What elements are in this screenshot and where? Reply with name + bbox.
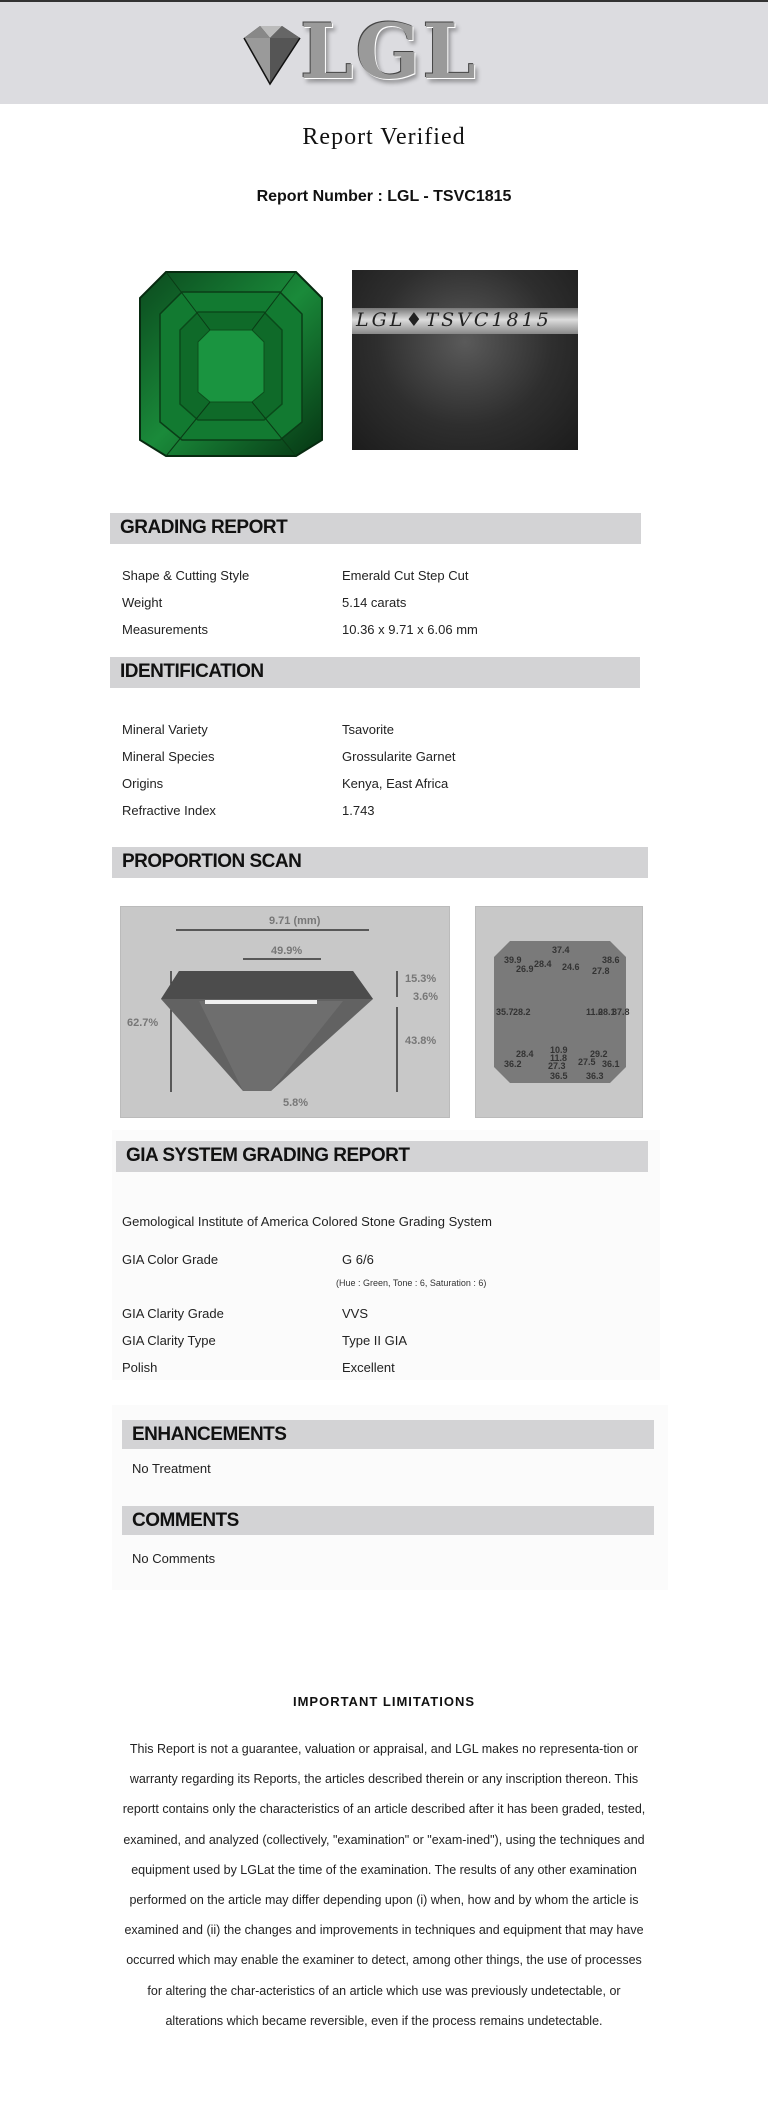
measurements-label: Measurements bbox=[122, 622, 208, 637]
gia-color-note: (Hue : Green, Tone : 6, Saturation : 6) bbox=[336, 1278, 487, 1288]
enhancements-value: No Treatment bbox=[132, 1461, 211, 1476]
gia-color-label: GIA Color Grade bbox=[122, 1252, 219, 1267]
mineral-species-value: Grossularite Garnet bbox=[342, 749, 456, 764]
profile-culet: 5.8% bbox=[283, 1097, 309, 1109]
report-number: Report Number : LGL - TSVC1815 bbox=[256, 188, 512, 205]
gia-clarity-type-value: Type II GIA bbox=[342, 1333, 408, 1348]
weight-value: 5.14 carats bbox=[342, 595, 407, 610]
page-title: Report Verified bbox=[302, 124, 466, 150]
shape-value: Emerald Cut Step Cut bbox=[342, 568, 469, 583]
comments-value: No Comments bbox=[132, 1551, 216, 1566]
mineral-variety-label: Mineral Variety bbox=[122, 722, 208, 737]
enhancements-header: ENHANCEMENTS bbox=[122, 1420, 654, 1449]
refractive-index-label: Refractive Index bbox=[122, 803, 216, 818]
inscription-text: LGL♦TSVC1815 bbox=[356, 309, 552, 331]
profile-table: 49.9% bbox=[271, 945, 303, 957]
limitations-heading: IMPORTANT LIMITATIONS bbox=[292, 1694, 476, 1709]
refractive-index-value: 1.743 bbox=[342, 803, 375, 818]
profile-width: 9.71 (mm) bbox=[269, 915, 321, 927]
gia-clarity-type-label: GIA Clarity Type bbox=[122, 1333, 216, 1348]
polish-value: Excellent bbox=[342, 1360, 395, 1375]
logo-text: LGL bbox=[300, 7, 478, 96]
gemstone-photo bbox=[136, 268, 326, 458]
polish-label: Polish bbox=[122, 1360, 158, 1375]
weight-label: Weight bbox=[122, 595, 163, 610]
shape-label: Shape & Cutting Style bbox=[122, 568, 250, 583]
proportion-scan-header: PROPORTION SCAN bbox=[112, 847, 648, 878]
mineral-species-label: Mineral Species bbox=[122, 749, 215, 764]
origins-value: Kenya, East Africa bbox=[342, 776, 449, 791]
measurements-value: 10.36 x 9.71 x 6.06 mm bbox=[342, 622, 478, 637]
identification-header: IDENTIFICATION bbox=[110, 657, 640, 688]
diamond-logo-icon bbox=[234, 24, 304, 88]
top-view-diagram: 39.9 26.9 28.4 37.4 24.6 38.6 27.8 35.7 28.2 11.0 28.1 37.8 28.4 10.9 11.8 27.3 29.2 27.5 36.2 36.5 36.3 36.1 bbox=[475, 906, 643, 1118]
gia-color-value: G 6/6 bbox=[342, 1252, 374, 1267]
lgl-logo bbox=[232, 7, 492, 96]
gia-clarity-grade-label: GIA Clarity Grade bbox=[122, 1306, 224, 1321]
profile-shape bbox=[121, 907, 451, 1119]
limitations-text: This Report is not a guarantee, valuation or appraisal, and LGL makes no representa-tion or warranty regarding its Reports, the articles described therein or any inscription thereon. This reportt contains only the characteristics of an article described after it has been graded, tested, examined, and analyzed (collectively, "examination" or "exam-ined"), using the techniques and equipment used by LGLat the time of the examination. The results of any other examination performed on the article may differ depending upon (i) when, how and by whom the article is examined and (ii) the changes and improvements in techniques and equipment that may have occurred which may enable the examiner to detect, among other things, the use of processes for altering the char-acteristics of an article which use was previously undetectable, or alterations which became reversible, even if the process remains undetectable. bbox=[122, 1742, 646, 2028]
profile-depth: 62.7% bbox=[127, 1017, 159, 1029]
header-banner bbox=[0, 2, 768, 104]
laser-inscription-photo bbox=[352, 270, 578, 450]
profile-diagram bbox=[120, 906, 450, 1118]
gia-intro: Gemological Institute of America Colored Stone Grading System bbox=[122, 1214, 492, 1229]
comments-header: COMMENTS bbox=[122, 1506, 654, 1535]
profile-crown: 15.3% bbox=[405, 973, 437, 985]
profile-pavilion: 43.8% bbox=[405, 1035, 437, 1047]
gia-system-header: GIA SYSTEM GRADING REPORT bbox=[116, 1141, 648, 1172]
grading-report-header: GRADING REPORT bbox=[110, 513, 641, 544]
profile-girdle: 3.6% bbox=[413, 991, 439, 1003]
origins-label: Origins bbox=[122, 776, 164, 791]
gia-clarity-grade-value: VVS bbox=[342, 1306, 369, 1321]
mineral-variety-value: Tsavorite bbox=[342, 722, 395, 737]
